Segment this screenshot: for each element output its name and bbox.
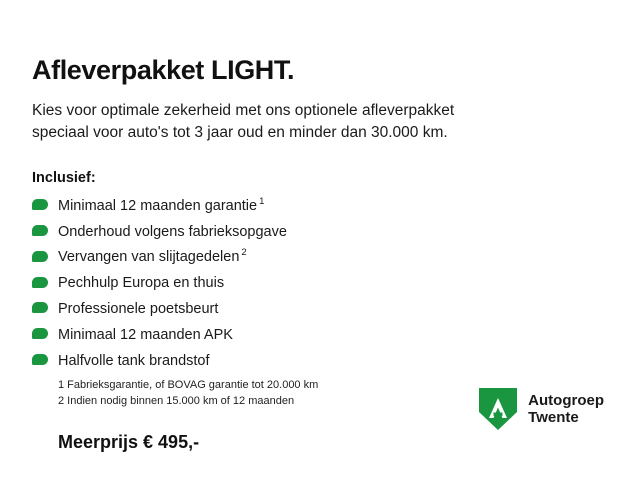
benefit-label: Minimaal 12 maanden APK — [58, 326, 233, 343]
benefit-label: Vervangen van slijtagedelen $^2$ — [58, 247, 247, 266]
leaf-bullet-icon — [32, 328, 48, 339]
list-item — [32, 351, 608, 369]
inclusief-heading: Inclusief: — [32, 169, 96, 186]
list-item — [32, 325, 608, 343]
list-item — [32, 299, 608, 317]
benefit-label: Pechhulp Europa en thuis — [58, 275, 225, 291]
intro-line-1: Kies voor optimale zekerheid met ons optionele afleverpakket — [32, 101, 455, 119]
leaf-bullet-icon — [32, 277, 48, 288]
brand-line-2: Twente — [528, 409, 579, 426]
benefit-label: Minimaal 12 maanden garantie $^1$ — [58, 195, 265, 214]
leaf-bullet-icon — [32, 251, 48, 262]
benefit-label: Professionele poetsbeurt — [58, 300, 219, 317]
leaf-bullet-icon — [32, 302, 48, 313]
benefit-label: Halfvolle tank brandstof — [58, 352, 210, 369]
price-label: Meerprijs € 495,- — [58, 432, 200, 453]
leaf-bullet-icon — [32, 354, 48, 365]
brand-logo — [477, 386, 604, 432]
intro-paragraph — [32, 100, 532, 144]
benefit-footnote-marker: 1 — [259, 195, 265, 207]
list-item — [32, 222, 608, 240]
benefits-list — [32, 196, 608, 369]
list-item — [32, 247, 608, 265]
page-title: Afleverpakket LIGHT. — [32, 55, 295, 85]
autogroep-twente-shield-icon — [477, 386, 519, 432]
benefit-label: Onderhoud volgens fabrieksopgave — [58, 223, 287, 240]
intro-line-2: speciaal voor auto's tot 3 jaar oud en minder dan 30.000 km. — [32, 123, 448, 141]
footnote-2: 2 Indien nodig binnen 15.000 km of 12 maanden — [58, 395, 295, 408]
list-item — [32, 196, 608, 214]
list-item — [32, 273, 608, 291]
leaf-bullet-icon — [32, 225, 48, 236]
brand-line-1: Autogroep — [528, 391, 604, 409]
brand-name — [528, 392, 604, 427]
leaf-bullet-icon — [32, 199, 48, 210]
footnote-1: 1 Fabrieksgarantie, of BOVAG garantie tot 20.000 km — [58, 379, 319, 392]
benefit-footnote-marker: 2 — [241, 247, 247, 259]
